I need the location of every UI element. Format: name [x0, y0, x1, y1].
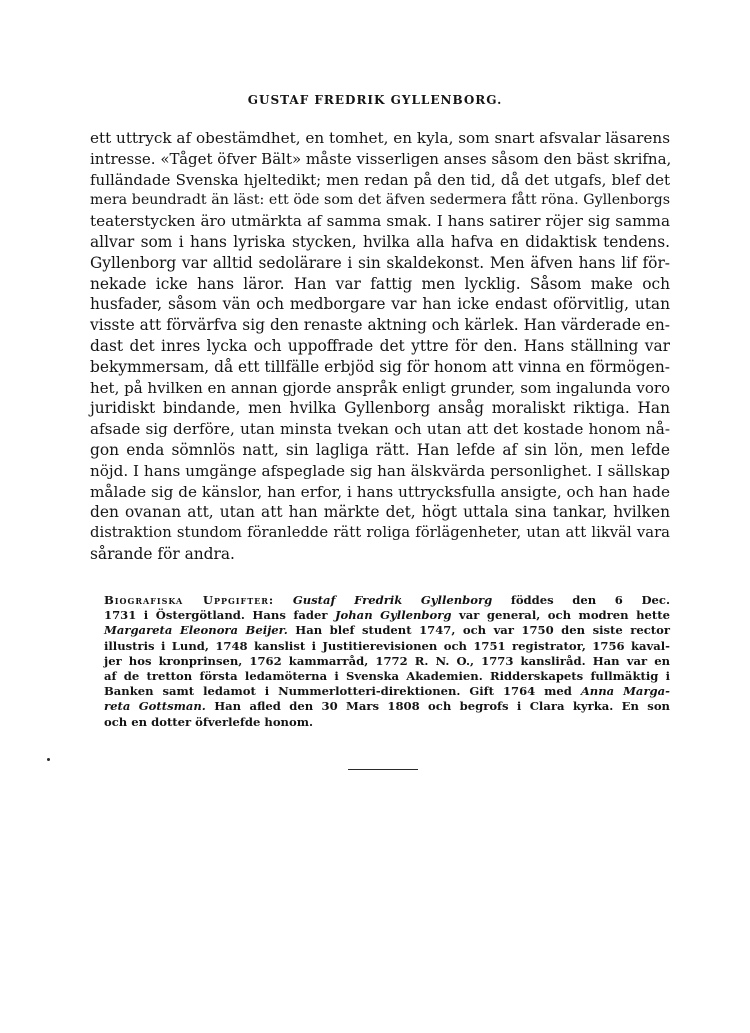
- text-line: sårande för andra.: [90, 544, 235, 563]
- note-text: föddes den 6 Dec.: [510, 593, 670, 607]
- end-rule: [348, 769, 418, 770]
- text-line: het, på hvilken en annan gjorde anspråk enligt grunder, som ingalunda voro: [90, 378, 671, 397]
- text-line: ett uttryck af obestämdhet, en tomhet, en kyla, som snart afsvalar läsarens: [90, 129, 670, 147]
- note-line: [104, 593, 670, 608]
- note-text: Han blef student 1747, och var 1750 den siste rector: [295, 623, 670, 638]
- text-line: nöjd. I hans umgänge afspeglade sig han älskvärda personlighet. I sällskap: [90, 461, 670, 480]
- note-name: Johan Gyllenborg: [335, 608, 452, 623]
- note-line: [104, 699, 670, 714]
- text-line: bekymmersam, då ett tillfälle erbjöd sig för honom att vinna en förmögen-: [90, 357, 670, 376]
- text-line: afsade sig derföre, utan minsta tvekan och utan att det kostade honom nå-: [90, 420, 670, 439]
- note-line: jer hos kronprinsen, 1762 kammarråd, 1772 R. N. O., 1773 kansliråd. Han var en: [104, 653, 670, 668]
- note-text: 1731 i Östergötland. Hans fader: [104, 608, 328, 623]
- text-line: Gyllenborg var alltid sedolärare i sin skaldekonst. Men äfven hans lif för-: [90, 253, 670, 272]
- note-name: reta Gottsman.: [104, 699, 206, 714]
- note-name: Margareta Eleonora Beijer.: [104, 623, 288, 638]
- text-line: fulländade Svenska hjeltedikt; men redan på den tid, då det utgafs, blef det: [90, 170, 670, 189]
- text-line: mera beundradt än läst: ett öde som det äfven sedermera fått röna. Gyllenborgs: [90, 192, 670, 209]
- note-line: och en dotter öfverlefde honom.: [104, 714, 314, 729]
- text-line: distraktion stundom föranledde rätt roliga förlägenheter, utan att likväl vara: [90, 524, 670, 542]
- text-line: allvar som i hans lyriska stycken, hvilka alla hafva en didaktisk tendens.: [90, 232, 670, 251]
- note-text: Han afled den 30 Mars 1808 och begrofs i Clara kyrka. En son: [214, 699, 670, 714]
- note-text: var general, och modren hette: [459, 608, 670, 623]
- note-text: Banken samt ledamot i Nummerlotteri-direktionen. Gift 1764 med: [104, 684, 572, 699]
- ink-speck: [47, 758, 50, 761]
- note-line: illustris i Lund, 1748 kanslist i Justitierevisionen och 1751 registrator, 1756 kaval-: [104, 638, 670, 653]
- text-line: nekade icke hans läror. Han var fattig men lycklig. Såsom make och: [90, 274, 670, 293]
- text-line: gon enda sömnlös natt, sin lagliga rätt. Han lefde af sin lön, men lefde: [90, 440, 670, 459]
- text-line: teaterstycken äro utmärkta af samma smak. I hans satirer röjer sig samma: [90, 212, 670, 231]
- biographical-notes: [104, 593, 670, 730]
- note-line: [104, 608, 670, 623]
- note-line: [104, 623, 670, 638]
- note-line: af de tretton första ledamöterna i Svenska Akademien. Ridderskapets fullmäktig i: [104, 668, 670, 683]
- note-name: Anna Marga-: [580, 684, 670, 699]
- text-line: husfader, såsom vän och medborgare var han icke endast oförvitlig, utan: [90, 295, 670, 314]
- text-line: juridiskt bindande, men hvilka Gyllenborg ansåg moraliskt riktiga. Han: [90, 399, 670, 418]
- text-line: intresse. «Tåget öfver Bält» måste visserligen anses såsom den bäst skrifna,: [90, 149, 672, 168]
- note-line: [104, 684, 670, 699]
- text-line: visste att förvärfva sig den renaste aktning och kärlek. Han värderade en-: [90, 316, 670, 335]
- running-head: GUSTAF FREDRIK GYLLENBORG.: [247, 93, 503, 107]
- notes-heading: Biografiska Uppgifter:: [104, 593, 275, 607]
- text-line: målade sig de känslor, han erfor, i hans uttrycksfulla ansigte, och han hade: [90, 482, 670, 501]
- main-text: [90, 128, 670, 565]
- note-name: Gustaf Fredrik Gyllenborg: [292, 593, 493, 607]
- text-line: dast det inres lycka och uppoffrade det yttre för den. Hans ställning var: [90, 336, 670, 355]
- text-line: den ovanan att, utan att han märkte det, högt uttala sina tankar, hvilken: [90, 503, 670, 522]
